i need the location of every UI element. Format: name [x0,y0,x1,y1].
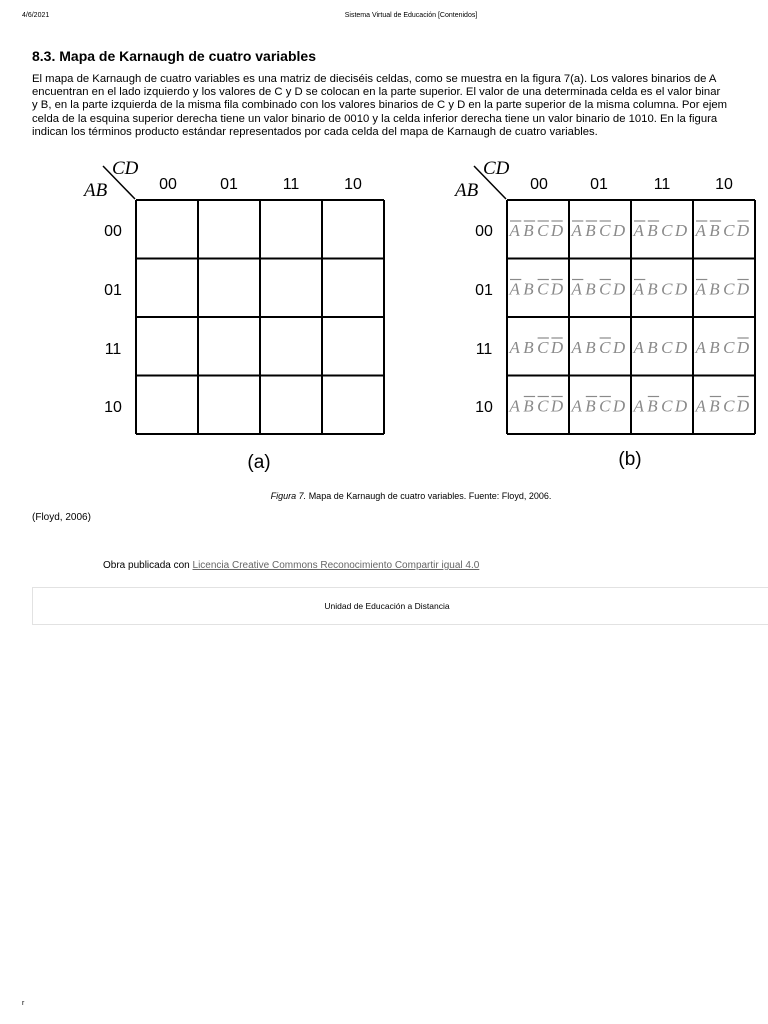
karnaugh-figure [0,0,768,490]
kmap-b-term-letter: D [674,221,688,240]
kmap-b-term-letter: A [695,279,706,299]
kmap-b-term-letter: C [537,221,549,240]
kmap-b-col-label: 11 [653,176,671,193]
kmap-b-term-letter: C [537,396,549,416]
kmap-b-term-letter: A [633,279,644,299]
kmap-b-term-letter: D [736,396,750,416]
kmap-b-term-letter: A [571,279,582,299]
kmap-b-term [633,338,688,357]
kmap-b-term [571,397,626,416]
kmap-b-term [633,221,688,240]
kmap-b-term-letter: B [709,396,720,416]
kmap-b-term-letter: A [571,338,582,357]
kmap-b-term-letter: C [537,338,549,357]
kmap-b-term-letter: C [661,221,673,240]
kmap-b-row-label: 10 [475,399,493,416]
kmap-b-term-letter: B [709,221,720,240]
kmap-b-term-letter: A [633,338,644,357]
kmap-b-term-letter: C [599,221,611,240]
kmap-a-col-label: 00 [159,176,177,193]
kmap-b-term-letter: B [523,279,534,299]
kmap-b-col-label: 10 [715,176,733,193]
kmap-b-term-letter: B [523,221,534,240]
kmap-a-col-var: CD [112,158,139,179]
kmap-b-term-letter: B [647,221,658,240]
citation: (Floyd, 2006) [32,512,91,523]
kmap-a-row-var: AB [84,180,108,201]
footer-text: Unidad de Educación a Distancia [324,601,450,611]
kmap-b-term-letter: A [571,221,582,240]
kmap-b-term-letter: C [723,279,735,299]
kmap-b-term-letter: D [674,279,688,299]
kmap-b-term-letter: A [695,396,706,416]
paragraph-line: encuentran en el lado izquierdo y los valores de C y D se colocan en la parte superior. El valor de una determinada celda es el valor binar [32,86,721,99]
kmap-b-term-letter: B [647,279,658,299]
kmap-b-term-letter: B [585,338,596,357]
kmap-b-term-letter: D [736,221,750,240]
kmap-a-col-label: 01 [220,176,238,193]
kmap-b-term [509,280,564,299]
kmap-b-term-letter: A [633,396,644,416]
kmap-b-term [571,280,626,299]
kmap-b-term [509,397,564,416]
kmap-b-term-letter: A [509,338,520,357]
kmap-b-row-label: 11 [475,341,493,358]
kmap-a-row-label: 10 [104,399,122,416]
paragraph-line: El mapa de Karnaugh de cuatro variables es una matriz de dieciséis celdas, como se muestra en la figura 7(a). Los valores binarios de A [32,73,717,85]
header-date: 4/6/2021 [22,12,50,19]
kmap-b-term [633,280,688,299]
kmap-b [453,158,755,470]
kmap-b-term [695,221,750,240]
kmap-b-term-letter: C [537,279,549,299]
kmap-b-col-var: CD [483,158,510,179]
figure-label-b: (b) [618,449,642,470]
paragraph-line: indican los términos producto estándar representados por cada celda del mapa de Karnaugh de cuatro variables. [32,125,598,138]
kmap-b-term-letter: D [612,279,626,299]
kmap-b-col-label: 00 [530,176,548,193]
kmap-b-term-letter: B [585,221,596,240]
kmap-b-term-letter: D [550,396,564,416]
kmap-b-term-letter: A [509,221,520,240]
kmap-a-row-label: 11 [104,341,122,358]
kmap-b-term-letter: A [509,279,520,299]
paragraph-line: y B, en la parte izquierda de la misma fila combinado con los valores binarios de C y D en la parte superior de la misma columna. Por ejem [32,99,728,112]
kmap-b-term-letter: C [599,279,611,299]
kmap-b-row-var: AB [455,180,479,201]
kmap-b-term-letter: D [550,221,564,240]
kmap-b-term-letter: D [550,338,564,357]
kmap-a-grid [136,200,384,434]
kmap-b-term [509,338,564,357]
license-link[interactable]: Licencia Creative Commons Reconocimiento Compartir igual 4.0 [192,560,480,571]
kmap-b-col-label: 01 [590,176,608,193]
kmap-b-term-letter: C [723,338,735,357]
kmap-a-col-label: 11 [282,176,300,193]
kmap-b-term-letter: B [647,338,658,357]
kmap-b-term [571,338,626,357]
kmap-b-term-letter: C [723,221,735,240]
license-line [103,560,479,571]
kmap-b-term-letter: B [647,396,658,416]
kmap-a-row-label: 00 [104,223,122,240]
caption-text: Mapa de Karnaugh de cuatro variables. Fuente: Floyd, 2006. [306,491,552,501]
kmap-b-term-letter: D [736,279,750,299]
kmap-b-term-letter: B [523,338,534,357]
section-title: 8.3. Mapa de Karnaugh de cuatro variables [32,48,316,64]
kmap-b-row-label: 01 [475,282,493,299]
kmap-b-term [695,338,750,357]
kmap-b-term-letter: B [709,279,720,299]
kmap-b-term-letter: C [723,396,735,416]
kmap-b-term-letter: A [695,338,706,357]
kmap-a-row-label: 01 [104,282,122,299]
kmap-b-term-letter: D [674,396,688,416]
kmap-b-term-letter: A [509,396,520,416]
kmap-b-terms [509,221,750,416]
figure-label-a: (a) [247,452,271,473]
kmap-b-term-letter: C [661,396,673,416]
kmap-b-term [509,221,564,240]
kmap-b-row-label: 00 [475,223,493,240]
kmap-b-term-letter: C [599,338,611,357]
kmap-b-term-letter: D [612,221,626,240]
kmap-b-term-letter: C [661,338,673,357]
license-prefix: Obra publicada con [103,560,193,571]
kmap-b-term-letter: B [709,338,720,357]
kmap-b-term-letter: D [550,279,564,299]
kmap-b-term-letter: C [599,396,611,416]
kmap-b-term-letter: D [612,396,626,416]
kmap-b-term-letter: B [585,396,596,416]
kmap-b-term [571,221,626,240]
kmap-b-term-letter: D [736,338,750,357]
kmap-b-term-letter: B [585,279,596,299]
kmap-b-term-letter: B [523,396,534,416]
kmap-b-term [633,397,688,416]
figure-caption [0,491,768,501]
kmap-a [82,158,384,473]
kmap-b-term [695,280,750,299]
header-title: Sistema Virtual de Educación [Contenidos] [344,12,478,19]
caption-label: Figura 7. [270,491,307,501]
kmap-b-term-letter: A [571,396,582,416]
kmap-b-term [695,397,750,416]
kmap-b-term-letter: A [633,221,644,240]
paragraph-line: celda de la esquina superior derecha tiene un valor binario de 0010 y la celda inferior derecha tiene un valor binario de 1010. En la figura [32,112,718,125]
page-mark: r [22,1000,25,1007]
kmap-b-term-letter: A [695,221,706,240]
kmap-b-term-letter: C [661,279,673,299]
kmap-b-term-letter: D [674,338,688,357]
kmap-b-term-letter: D [612,338,626,357]
kmap-a-col-label: 10 [344,176,362,193]
